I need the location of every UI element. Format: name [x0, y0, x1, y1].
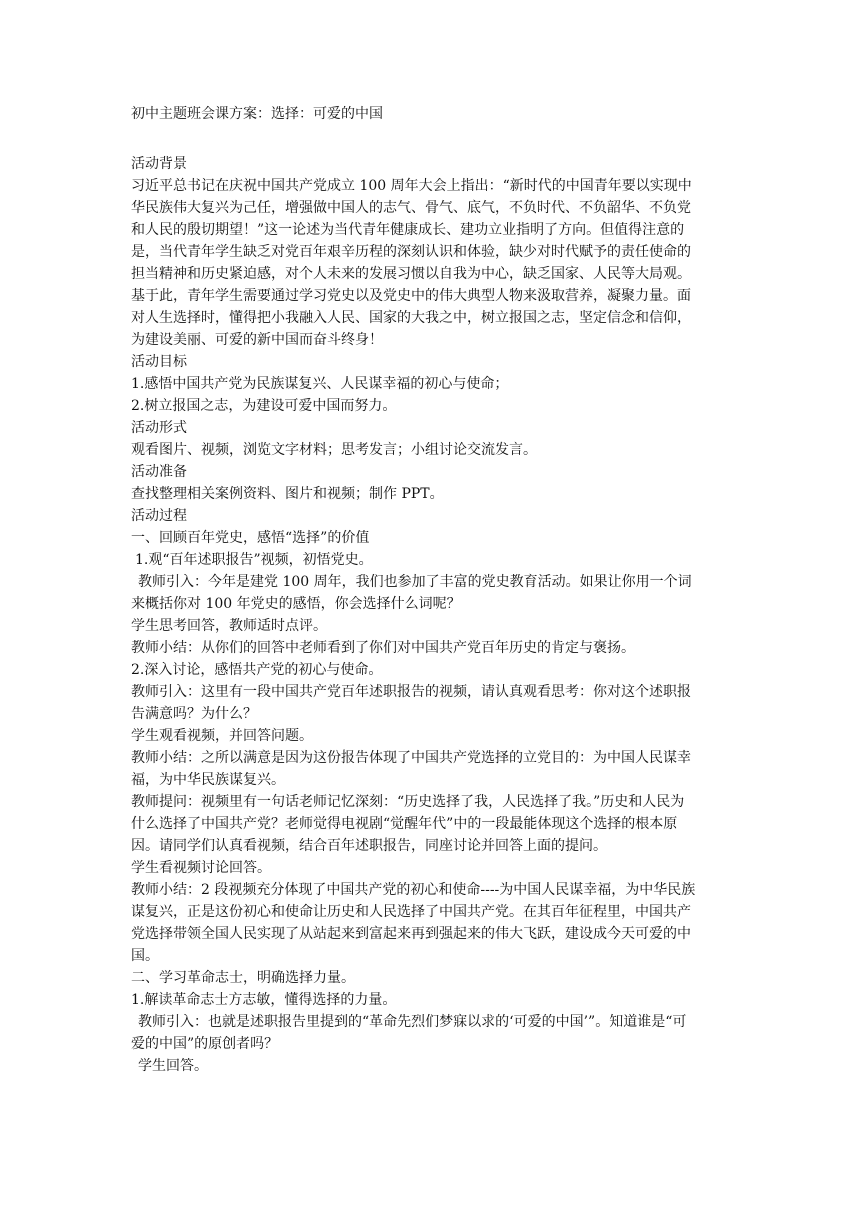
- paragraph-line: 基于此，青年学生需要通过学习党史以及党史中的伟大典型人物来汲取营养，凝聚力量。面: [131, 288, 691, 304]
- paragraph-line: 是，当代青年学生缺乏对党百年艰辛历程的深刻认识和体验，缺少对时代赋予的责任使命的: [131, 244, 691, 260]
- paragraph-line: 教师引入：也就是述职报告里提到的“革命先烈们梦寐以求的‘可爱的中国’”。知道谁是“可: [138, 1014, 687, 1030]
- section-heading: 活动准备: [131, 464, 187, 480]
- paragraph-line: 华民族伟大复兴为己任，增强做中国人的志气、骨气、底气，不负时代、不负韶华、不负党: [131, 200, 691, 216]
- section-heading: 活动过程: [131, 508, 187, 524]
- paragraph-line: 和人民的殷切期望！”这一论述为当代青年健康成长、建功立业指明了方向。但值得注意的: [131, 222, 685, 238]
- paragraph-line: 谋复兴，正是这份初心和使命让历史和人民选择了中国共产党。在其百年征程里，中国共产: [131, 904, 691, 920]
- section-heading: 活动形式: [131, 420, 187, 436]
- paragraph-line: 为建设美丽、可爱的新中国而奋斗终身！: [131, 332, 383, 348]
- list-item: 2.树立报国之志，为建设可爱中国而努力。: [131, 398, 397, 414]
- paragraph-line: 学生思考回答，教师适时点评。: [131, 618, 327, 634]
- paragraph-line: 教师引入：这里有一段中国共产党百年述职报告的视频，请认真观看思考：你对这个述职报: [131, 684, 691, 700]
- paragraph-line: 学生观看视频，并回答问题。: [131, 728, 313, 744]
- paragraph-line: 什么选择了中国共产党？老师觉得电视剧“觉醒年代”中的一段最能体现这个选择的根本原: [131, 816, 678, 832]
- paragraph-line: 学生回答。: [138, 1058, 208, 1074]
- paragraph-line: 观看图片、视频，浏览文字材料；思考发言；小组讨论交流发言。: [131, 442, 537, 458]
- subsection-heading: 一、回顾百年党史，感悟“选择”的价值: [131, 530, 370, 546]
- paragraph-line: 告满意吗？为什么？: [131, 706, 257, 722]
- list-item: 1.观“百年述职报告”视频，初悟党史。: [135, 552, 373, 568]
- list-item: 1.感悟中国共产党为民族谋复兴、人民谋幸福的初心与使命；: [131, 376, 509, 392]
- paragraph-line: 教师提问：视频里有一句话老师记忆深刻：“历史选择了我，人民选择了我。”历史和人民为: [131, 794, 685, 810]
- document-title: 初中主题班会课方案：选择：可爱的中国: [131, 106, 383, 122]
- document-body: [131, 103, 731, 1077]
- paragraph-line: 国。: [131, 948, 159, 964]
- blank-line: [131, 125, 731, 153]
- paragraph-line: 查找整理相关案例资料、图片和视频；制作 PPT。: [131, 486, 444, 502]
- paragraph-line: 担当精神和历史紧迫感，对个人未来的发展习惯以自我为中心，缺乏国家、人民等大局观。: [131, 266, 691, 282]
- list-item: 2.深入讨论，感悟共产党的初心与使命。: [131, 662, 383, 678]
- paragraph-line: 教师引入：今年是建党 100 周年，我们也参加了丰富的党史教育活动。如果让你用一个词: [138, 574, 692, 590]
- paragraph-line: 福，为中华民族谋复兴。: [131, 772, 285, 788]
- paragraph-line: 因。请同学们认真看视频，结合百年述职报告，同座讨论并回答上面的提问。: [131, 838, 607, 854]
- subsection-heading: 二、学习革命志士，明确选择力量。: [131, 970, 355, 986]
- section-heading: 活动背景: [131, 156, 187, 172]
- paragraph-line: 党选择带领全国人民实现了从站起来到富起来再到强起来的伟大飞跃，建设成今天可爱的中: [131, 926, 691, 942]
- paragraph-line: 对人生选择时，懂得把小我融入人民、国家的大我之中，树立报国之志，坚定信念和信仰，: [131, 310, 691, 326]
- list-item: 1.解读革命志士方志敏，懂得选择的力量。: [131, 992, 397, 1008]
- paragraph-line: 学生看视频讨论回答。: [131, 860, 271, 876]
- section-heading: 活动目标: [131, 354, 187, 370]
- paragraph-line: 教师小结：之所以满意是因为这份报告体现了中国共产党选择的立党目的：为中国人民谋幸: [131, 750, 691, 766]
- paragraph-line: 爱的中国”的原创者吗？: [131, 1036, 279, 1052]
- paragraph-line: 教师小结：从你们的回答中老师看到了你们对中国共产党百年历史的肯定与褒扬。: [131, 640, 635, 656]
- paragraph-line: 教师小结：2 段视频充分体现了中国共产党的初心和使命----为中国人民谋幸福，为中华民族: [131, 882, 696, 898]
- paragraph-line: 来概括你对 100 年党史的感悟，你会选择什么词呢？: [131, 596, 461, 612]
- paragraph-line: 习近平总书记在庆祝中国共产党成立 100 周年大会上指出：“新时代的中国青年要以实现中: [131, 178, 692, 194]
